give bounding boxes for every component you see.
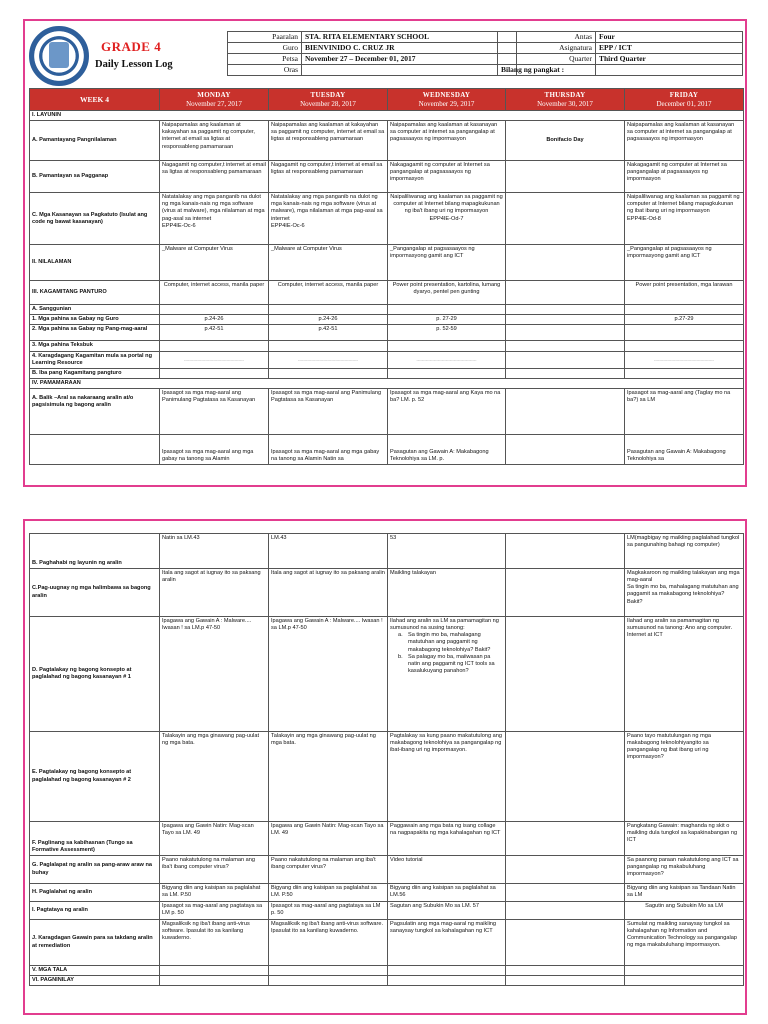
table-row bbox=[30, 884, 744, 902]
cell: Natatalakay ang mga panganib na dulot ng mga kanais-nais ng mga software (virus at malware), mga nilalaman at mga pag-asal sa internet EPP4IE-Oc-6 bbox=[160, 193, 269, 245]
lesson-log-page-1 bbox=[23, 19, 747, 487]
list-text: Sa palagay mo ba, maiiwasan pa natin ang paggamit ng ICT tools sa kasalukuyang panahon? bbox=[408, 653, 495, 675]
cell bbox=[625, 341, 744, 351]
cell: Bigyang diin ang kaisipan sa paglalahat sa LM. P.50 bbox=[269, 884, 388, 902]
cell: Bigyang diin ang kaisipan sa paglalahat sa LM.56 bbox=[388, 884, 506, 902]
list-marker: a. bbox=[398, 632, 403, 639]
table-row bbox=[30, 351, 744, 368]
list-marker: b. bbox=[398, 653, 403, 660]
petsa-value: November 27 – December 01, 2017 bbox=[302, 54, 517, 65]
cell bbox=[506, 435, 625, 465]
cell: _Malware at Computer Virus bbox=[160, 245, 269, 281]
cell: Natatalakay ang mga panganib na dulot ng mga kanais-nais ng mga software (virus at malware), mga nilalaman at mga pag-asal sa internet EPP4IE-Oc-6 bbox=[269, 193, 388, 245]
cell: --------------------------------------------- bbox=[388, 351, 506, 368]
cell bbox=[506, 617, 625, 732]
bilang-value bbox=[596, 65, 743, 76]
cell: Itala ang sagot at iugnay ito sa paksang aralin bbox=[269, 569, 388, 617]
cell: Magkakaroon ng maikling talakayan ang mga mag-aaral Sa tingin mo ba, mahalagang matutuhan ang paggamit sa makabagong teknolohiya? Bakit? bbox=[625, 569, 744, 617]
cell bbox=[506, 281, 625, 305]
row-label: B. Iba pang Kagamitang pangturo bbox=[30, 368, 160, 378]
cell: Pasagutan ang Gawain A: Makabagong Teknolohiya sa LM. p. bbox=[388, 435, 506, 465]
paaralan-label: Paaralan bbox=[228, 32, 302, 43]
cell: Pasagutan ang Gawain A: Makabagong Teknolohiya sa bbox=[625, 435, 744, 465]
paaralan-value: STA. RITA ELEMENTARY SCHOOL bbox=[302, 32, 517, 43]
cell bbox=[160, 966, 269, 976]
cell bbox=[506, 368, 625, 378]
cell bbox=[506, 732, 625, 822]
row-label: B. Pamantayan sa Pagganap bbox=[30, 161, 160, 193]
cell bbox=[625, 966, 744, 976]
cell: Naipapamalas ang kaalaman at kakayahan sa paggamit ng computer, internet at email sa ligtas at responsableng pamamaraan bbox=[269, 121, 388, 161]
day-monday: MONDAY November 27, 2017 bbox=[160, 89, 269, 111]
row-label: C. Mga Kasanayan sa Pagkatuto (Isulat ang code ng bawat kasanayan) bbox=[30, 193, 160, 245]
week-header-row bbox=[30, 89, 744, 111]
table-row bbox=[30, 920, 744, 966]
cell: Nakagagamit ng computer at Internet sa pangangalap at pagsasaayos ng impormasyon bbox=[625, 161, 744, 193]
table-row bbox=[30, 732, 744, 822]
cell bbox=[625, 325, 744, 341]
header-info-left bbox=[227, 31, 517, 76]
cell: Video tutorial bbox=[388, 856, 506, 884]
cell: Power point presentation, mga larawan bbox=[625, 281, 744, 305]
cell: Natin sa LM.43 bbox=[160, 534, 269, 569]
cell bbox=[506, 822, 625, 856]
cell: Talakayin ang mga ginawang pag-uulat ng mga bata. bbox=[160, 732, 269, 822]
cell: Computer, internet access, manila paper bbox=[269, 281, 388, 305]
cell bbox=[506, 884, 625, 902]
asignatura-value: EPP / ICT bbox=[596, 43, 743, 54]
table-row bbox=[30, 121, 744, 161]
cell bbox=[388, 368, 506, 378]
guro-label: Guro bbox=[228, 43, 302, 54]
cell bbox=[160, 368, 269, 378]
table-row bbox=[30, 976, 744, 986]
cell: Itala ang sagot at iugnay ito sa paksang aralin bbox=[160, 569, 269, 617]
table-row bbox=[30, 245, 744, 281]
header-info-right bbox=[497, 31, 743, 76]
cell: Magsaliksik ng iba't ibang anti-virus software. Ipasulat ito sa kanilang kuwaderno. bbox=[160, 920, 269, 966]
row-label: A. Pamantayang Pangnilalaman bbox=[30, 121, 160, 161]
cell: Ipagawa ang Gawin Natin: Mag-scan Tayo sa LM. 49 bbox=[160, 822, 269, 856]
petsa-label: Petsa bbox=[228, 54, 302, 65]
cell: Pangkatang Gawain: maghanda ng skit o maikling dula tungkol sa kapakinabangan ng ICT bbox=[625, 822, 744, 856]
row-label: 1. Mga pahina sa Gabay ng Guro bbox=[30, 315, 160, 325]
cell bbox=[269, 305, 388, 315]
bilang-label: Bilang ng pangkat : bbox=[498, 65, 596, 76]
row-label: 4. Karagdagang Kagamitan mula sa portal ng Learning Resource bbox=[30, 351, 160, 368]
cell: Talakayin ang mga ginawang pag-uulat ng mga bata. bbox=[269, 732, 388, 822]
cell: Naipapamalas ang kaalaman at kasanayan sa computer at internet sa pangangalap at pagsasaayos ng impormasyon bbox=[388, 121, 506, 161]
cell bbox=[506, 351, 625, 368]
cell: Nakagagamit ng computer at Internet sa pangangalap at pagsasaayos ng impormasyon bbox=[388, 161, 506, 193]
cell bbox=[388, 966, 506, 976]
day-tuesday: TUESDAY November 28, 2017 bbox=[269, 89, 388, 111]
cell: Sagutan ang Subukin Mo sa LM. 57 bbox=[388, 902, 506, 920]
cell bbox=[506, 534, 625, 569]
table-row bbox=[30, 902, 744, 920]
cell bbox=[269, 966, 388, 976]
cell bbox=[269, 368, 388, 378]
cell: Ipasagot sa mga mag-aaral ang mga gabay na tanong sa Alamin Natin sa bbox=[269, 435, 388, 465]
row-label: B. Paghahabi ng layunin ng aralin bbox=[30, 534, 160, 569]
table-row bbox=[30, 281, 744, 305]
cell bbox=[625, 976, 744, 986]
table-row bbox=[30, 111, 744, 121]
table-row bbox=[30, 856, 744, 884]
cell: Bigyang diin ang kaisipan sa paglalahat sa LM. P.50 bbox=[160, 884, 269, 902]
row-label: I. Pagtataya ng aralin bbox=[30, 902, 160, 920]
cell: Sa paanong paraan nakatutulong ang ICT sa pangangalap ng makabuluhang impormasyon? bbox=[625, 856, 744, 884]
cell: 53 bbox=[388, 534, 506, 569]
cell: _Pangangalap at pagsasaayos ng impormasyong gamit ang ICT bbox=[625, 245, 744, 281]
cell: p.27-29 bbox=[625, 315, 744, 325]
cell bbox=[160, 305, 269, 315]
section-layunin: I. LAYUNIN bbox=[30, 111, 744, 121]
cell bbox=[160, 341, 269, 351]
cell: Bonifacio Day bbox=[506, 121, 625, 161]
quarter-label: Quarter bbox=[498, 54, 596, 65]
table-row bbox=[30, 341, 744, 351]
antas-value: Four bbox=[596, 32, 743, 43]
cell: Ipasagot sa mga mag-aaral ang Kaya mo na ba? LM. p. 52 bbox=[388, 389, 506, 435]
deped-seal-icon bbox=[29, 26, 89, 86]
cell: Ipasagot sa mga mag-aaral ang Panimulang Pagtatasa sa Kasanayan bbox=[269, 389, 388, 435]
lesson-log-page-2 bbox=[23, 519, 747, 1015]
cell: Sumulat ng maikling sanaysay tungkol sa kahalagahan ng Information and Communication Technology sa pangangalap ng mga makabuluhang impormasyon. bbox=[625, 920, 744, 966]
cell: Magsaliksik ng iba't ibang anti-virus software. Ipasulat ito sa kanilang kuwaderno. bbox=[269, 920, 388, 966]
row-label: VI. PAGNINILAY bbox=[30, 976, 160, 986]
row-label: A. Balik –Aral sa nakaraang aralin at/o pagsisimula ng bagong aralin bbox=[30, 389, 160, 435]
cell: _Pangangalap at pagsasaayos ng impormasyong gamit ang ICT bbox=[388, 245, 506, 281]
day-friday: FRIDAY December 01, 2017 bbox=[625, 89, 744, 111]
day-wednesday: WEDNESDAY November 29, 2017 bbox=[388, 89, 506, 111]
table-row bbox=[30, 966, 744, 976]
cell bbox=[625, 368, 744, 378]
cell: Naipaliliwanag ang kaalaman sa paggamit ng computer at Internet bilang mapagkukunan ng ibat ibang uri ng impormasyon EPP4IE-Od-8 bbox=[625, 193, 744, 245]
cell: Ipasagot sa mga mag-aaral ang mga gabay na tanong sa Alamin bbox=[160, 435, 269, 465]
cell bbox=[506, 569, 625, 617]
document-title: Daily Lesson Log bbox=[95, 59, 173, 70]
cell bbox=[506, 193, 625, 245]
cell bbox=[506, 161, 625, 193]
table-row bbox=[30, 389, 744, 435]
cell: _Malware at Computer Virus bbox=[269, 245, 388, 281]
cell: Computer, internet access, manila paper bbox=[160, 281, 269, 305]
cell: Nagagamit ng computer,t internet at email sa ligtas at responsableng pamamaraan bbox=[160, 161, 269, 193]
row-label: C.Pag-uugnay ng mga halimbawa sa bagong aralin bbox=[30, 569, 160, 617]
cell: LM(magbigay ng maikling paglalahad tungkol sa pangunahing bahagi ng computer) bbox=[625, 534, 744, 569]
cell bbox=[388, 305, 506, 315]
cell: p.42-51 bbox=[160, 325, 269, 341]
row-label: D. Pagtalakay ng bagong konsepto at paglalahad ng bagong kasanayan # 1 bbox=[30, 617, 160, 732]
cell bbox=[625, 305, 744, 315]
table-row bbox=[30, 325, 744, 341]
table-row bbox=[30, 305, 744, 315]
cell: p.42-51 bbox=[269, 325, 388, 341]
cell: LM.43 bbox=[269, 534, 388, 569]
cell: Bigyang diin ang kaisipan sa Tandaan Natin sa LM bbox=[625, 884, 744, 902]
cell: Nagagamit ng computer,t internet at email sa ligtas at responsableng pamamaraan bbox=[269, 161, 388, 193]
lesson-table-2 bbox=[29, 533, 744, 986]
cell bbox=[269, 341, 388, 351]
cell bbox=[506, 315, 625, 325]
cell bbox=[506, 976, 625, 986]
document-header bbox=[29, 25, 743, 87]
cell bbox=[506, 966, 625, 976]
table-row bbox=[30, 617, 744, 732]
day-thursday: THURSDAY November 30, 2017 bbox=[506, 89, 625, 111]
cell: p. 27-29 bbox=[388, 315, 506, 325]
cell: Pagsulatin ang mga mag-aaral ng maikling sanaysay tungkol sa kahalagahan ng ICT bbox=[388, 920, 506, 966]
antas-label: Antas bbox=[498, 32, 596, 43]
cell: Naipaliliwanag ang kaalaman sa paggamit ng computer at Internet bilang mapagkukunan ng iba't ibang uri ng impormasyon EPP4IE-Od-7 bbox=[388, 193, 506, 245]
cell: Ipasagot sa mag-aaral ang pagtataya sa LM p. 50 bbox=[160, 902, 269, 920]
row-label: J. Karagdagan Gawain para sa takdang aralin at remediation bbox=[30, 920, 160, 966]
row-label: G. Paglalapat ng aralin sa pang-araw araw na buhay bbox=[30, 856, 160, 884]
cell: --------------------------------------------- bbox=[269, 351, 388, 368]
cell: Ipagawa ang Gawain A : Malware.... Iwasan ! sa LM.p 47-50 bbox=[269, 617, 388, 732]
cell: Naipapamalas ang kaalaman at kakayahan sa paggamit ng computer, internet at email sa ligtas at responsableng pamamaraan bbox=[160, 121, 269, 161]
cell: Power point presentation, kartolina, lumang dyaryo, pentel pen gunting bbox=[388, 281, 506, 305]
list-item bbox=[398, 654, 503, 675]
table-row bbox=[30, 435, 744, 465]
cell: p.24-26 bbox=[269, 315, 388, 325]
row-label: 2. Mga pahina sa Gabay ng Pang-mag-aaral bbox=[30, 325, 160, 341]
cell bbox=[388, 617, 506, 732]
cell: p. 52-59 bbox=[388, 325, 506, 341]
row-label: H. Paglalahat ng aralin bbox=[30, 884, 160, 902]
table-row bbox=[30, 534, 744, 569]
cell bbox=[506, 920, 625, 966]
grade-title: GRADE 4 bbox=[101, 39, 162, 54]
quarter-value: Third Quarter bbox=[596, 54, 743, 65]
cell: Paggawain ang mga bata ng isang collage na nagpapakita ng mga kahalagahan ng ICT bbox=[388, 822, 506, 856]
cell bbox=[160, 976, 269, 986]
cell bbox=[30, 435, 160, 465]
row-label: A. Sanggunian bbox=[30, 305, 160, 315]
row-label: E. Pagtalakay ng bagong konsepto at paglalahad ng bagong kasanayan # 2 bbox=[30, 732, 160, 822]
cell bbox=[506, 325, 625, 341]
cell bbox=[506, 245, 625, 281]
cell bbox=[506, 305, 625, 315]
cell: Ilahad ang aralin sa pamamagitan ng sumusunod na tanong: Ano ang computer. Internet at ICT bbox=[625, 617, 744, 732]
cell: Ipasagot sa mag-aaral ang pagtataya sa LM p. 50 bbox=[269, 902, 388, 920]
cell-intro: Ilahad ang aralin sa LM sa pamamagitan ng sumusunod na susing tanong: bbox=[390, 618, 499, 632]
cell: Ipasagot sa mag-aaral ang (Taglay mo na ba?) sa LM bbox=[625, 389, 744, 435]
table-row bbox=[30, 193, 744, 245]
guro-value: BIENVINIDO C. CRUZ JR bbox=[302, 43, 517, 54]
oras-label: Oras bbox=[228, 65, 302, 76]
cell bbox=[506, 902, 625, 920]
cell: Ipagawa ang Gawin Natin: Mag-scan Tayo sa LM. 49 bbox=[269, 822, 388, 856]
cell: p.24-26 bbox=[160, 315, 269, 325]
week-label: WEEK 4 bbox=[30, 89, 160, 111]
cell: Sagutin ang Subukin Mo sa LM bbox=[625, 902, 744, 920]
row-label: F. Paglinang sa kabihasnan (Tungo sa Formative Assessment) bbox=[30, 822, 160, 856]
cell: Ipasagot sa mga mag-aaral ang Panimulang Pagtatasa sa Kasanayan bbox=[160, 389, 269, 435]
table-row bbox=[30, 822, 744, 856]
list-text: Sa tingin mo ba, mahalagang matutuhan ang paggamit ng makabagong teknolohiya? Bakit? bbox=[408, 632, 491, 653]
cell: Maikling talakayan bbox=[388, 569, 506, 617]
cell: --------------------------------------------- bbox=[160, 351, 269, 368]
table-row bbox=[30, 379, 744, 389]
cell: Paano nakatutulong na malaman ang iba't ibang computer virus? bbox=[269, 856, 388, 884]
row-label: V. MGA TALA bbox=[30, 966, 160, 976]
cell: --------------------------------------------- bbox=[625, 351, 744, 368]
cell bbox=[388, 341, 506, 351]
oras-value bbox=[302, 65, 517, 76]
cell bbox=[506, 389, 625, 435]
table-row bbox=[30, 315, 744, 325]
cell: Paano tayo matutulungan ng mga makabagong teknolohiyangito sa pangangalap ng ibat ibang uri ng impormasyon? bbox=[625, 732, 744, 822]
asignatura-label: Asignatura bbox=[498, 43, 596, 54]
cell: Paano nakatutulong na malaman ang iba't ibang computer virus? bbox=[160, 856, 269, 884]
row-label: II. NILALAMAN bbox=[30, 245, 160, 281]
table-row bbox=[30, 161, 744, 193]
cell bbox=[506, 856, 625, 884]
cell bbox=[269, 976, 388, 986]
cell bbox=[506, 341, 625, 351]
lesson-table-1 bbox=[29, 88, 744, 465]
row-label: III. KAGAMITANG PANTURO bbox=[30, 281, 160, 305]
cell: Ipagawa ang Gawain A : Malware.... Iwasan ! sa LM.p 47-50 bbox=[160, 617, 269, 732]
cell bbox=[388, 976, 506, 986]
table-row bbox=[30, 569, 744, 617]
cell: Pagtalakay sa kung paano makatutulong ang makabagong teknolohiya sa pangangalap ng ibat-ibang uri ng impormasyon. bbox=[388, 732, 506, 822]
list-item bbox=[398, 632, 503, 653]
row-label: 3. Mga pahina Teksbuk bbox=[30, 341, 160, 351]
table-row bbox=[30, 368, 744, 378]
section-pamamaraan: IV. PAMAMARAAN bbox=[30, 379, 744, 389]
cell: Naipapamalas ang kaalaman at kasanayan sa computer at internet sa pangangalap at pagsasaayos ng impormasyon bbox=[625, 121, 744, 161]
